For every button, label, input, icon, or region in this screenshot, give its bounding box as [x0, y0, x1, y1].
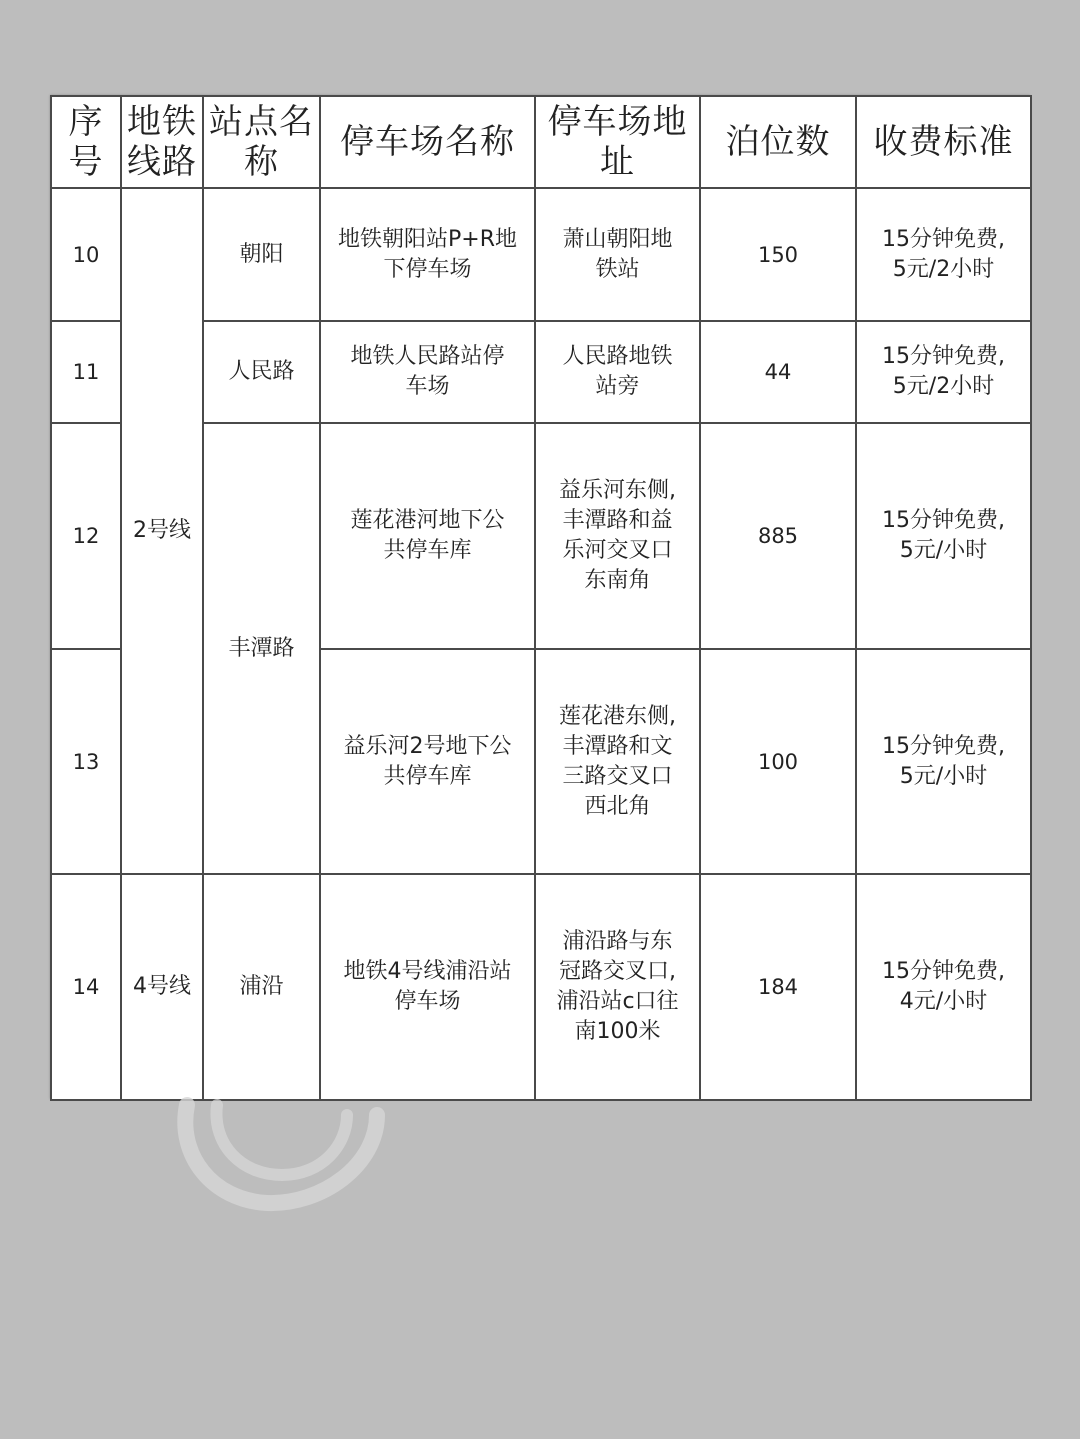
- header-station-name: 站点名 称: [203, 96, 320, 188]
- table-row: [51, 188, 1031, 321]
- fee-cell: 15分钟免费, 5元/2小时: [856, 321, 1031, 423]
- parking-name-cell: 地铁4号线浦沿站 停车场: [320, 874, 535, 1100]
- header-spaces: 泊位数: [700, 96, 856, 188]
- parking-address-cell: 莲花港东侧, 丰潭路和文 三路交叉口 西北角: [535, 649, 700, 874]
- row-seq: 13: [51, 649, 121, 874]
- station-cell: 人民路: [203, 321, 320, 423]
- spaces-cell: 44: [700, 321, 856, 423]
- metro-line-cell: 4号线: [121, 874, 203, 1100]
- parking-table: [50, 95, 1032, 1101]
- header-parking-address: 停车场地 址: [535, 96, 700, 188]
- parking-table-sheet: [50, 95, 1030, 1099]
- parking-name-cell: 莲花港河地下公 共停车库: [320, 423, 535, 649]
- spaces-cell: 150: [700, 188, 856, 321]
- header-row: [51, 96, 1031, 188]
- parking-name-cell: 地铁人民路站停 车场: [320, 321, 535, 423]
- station-cell: 丰潭路: [203, 423, 320, 874]
- header-metro-line: 地铁 线路: [121, 96, 203, 188]
- parking-address-cell: 人民路地铁 站旁: [535, 321, 700, 423]
- parking-address-cell: 浦沿路与东 冠路交叉口, 浦沿站c口往 南100米: [535, 874, 700, 1100]
- parking-address-cell: 益乐河东侧, 丰潭路和益 乐河交叉口 东南角: [535, 423, 700, 649]
- station-cell: 浦沿: [203, 874, 320, 1100]
- parking-name-cell: 地铁朝阳站P+R地 下停车场: [320, 188, 535, 321]
- fee-cell: 15分钟免费, 5元/2小时: [856, 188, 1031, 321]
- parking-address-cell: 萧山朝阳地 铁站: [535, 188, 700, 321]
- header-seq: 序 号: [51, 96, 121, 188]
- fee-cell: 15分钟免费, 4元/小时: [856, 874, 1031, 1100]
- spaces-cell: 184: [700, 874, 856, 1100]
- spaces-cell: 885: [700, 423, 856, 649]
- watermark-logo-icon: [172, 1095, 392, 1215]
- row-seq: 11: [51, 321, 121, 423]
- spaces-cell: 100: [700, 649, 856, 874]
- metro-line-cell: 2号线: [121, 188, 203, 874]
- fee-cell: 15分钟免费, 5元/小时: [856, 423, 1031, 649]
- header-fee: 收费标准: [856, 96, 1031, 188]
- fee-cell: 15分钟免费, 5元/小时: [856, 649, 1031, 874]
- header-parking-name: 停车场名称: [320, 96, 535, 188]
- table-row: [51, 874, 1031, 1100]
- parking-name-cell: 益乐河2号地下公 共停车库: [320, 649, 535, 874]
- station-cell: 朝阳: [203, 188, 320, 321]
- row-seq: 14: [51, 874, 121, 1100]
- row-seq: 10: [51, 188, 121, 321]
- row-seq: 12: [51, 423, 121, 649]
